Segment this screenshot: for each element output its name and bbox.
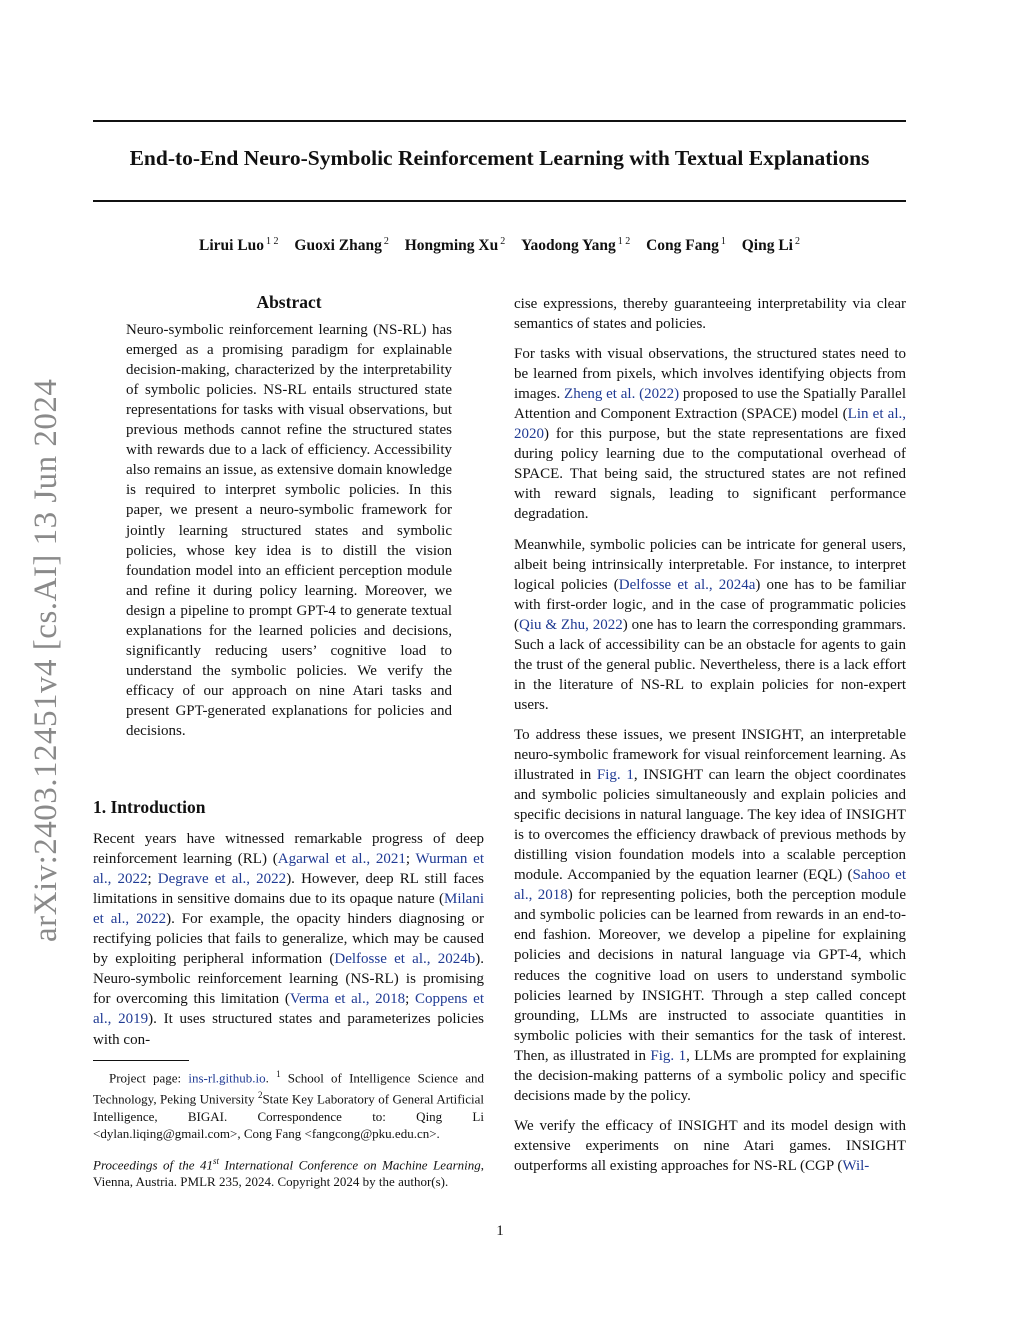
abstract-section <box>126 292 452 741</box>
citation-link[interactable]: Agarwal et al., 2021 <box>277 851 406 868</box>
title-top-rule <box>93 120 906 122</box>
page-number: 1 <box>496 1223 504 1239</box>
author: Hongming Xu $^2$ <box>404 236 506 255</box>
paper-title: End-to-End Neuro-Symbolic Reinforcement Learning with Textual Explanations <box>129 146 870 170</box>
project-page-link[interactable]: ins-rl.github.io <box>188 1070 266 1086</box>
citation-link[interactable]: Qiu & Zhu, 2022 <box>519 616 623 633</box>
citation-link[interactable]: Zheng et al. (2022) <box>564 386 680 403</box>
citation-link[interactable]: Wil- <box>842 1157 870 1174</box>
citation-link[interactable]: Sahoo et al., 2018 <box>514 867 906 904</box>
introduction-section <box>93 797 484 1050</box>
body-paragraph: We verify the efficacy of INSIGHT and its model design with extensive experiments on nine Atari games. INSIGHT outperforms all existing approaches for NS-RL (CGP (Wil- <box>514 1117 906 1174</box>
right-column <box>514 294 906 1176</box>
author: Qing Li $^2$ <box>741 236 800 255</box>
title-bottom-rule <box>93 200 906 202</box>
figure-link[interactable]: Fig. 1 <box>596 767 634 784</box>
introduction-heading: 1. Introduction <box>93 797 206 817</box>
arxiv-sidebar-stamp: arXiv:2403.12451v4 [cs.AI] 13 Jun 2024 <box>28 378 64 942</box>
citation-link[interactable]: Delfosse et al., 2024a <box>618 576 756 593</box>
citation-link[interactable]: Coppens et al., 2019 <box>93 991 484 1028</box>
citation-link[interactable]: Verma et al., 2018 <box>289 991 406 1008</box>
author: Cong Fang $^1$ <box>646 236 726 255</box>
introduction-paragraph: Recent years have witnessed remarkable progress of deep reinforcement learning (RL) (Agarwal et al., 2021; Wurman et al., 2022; Degrave et al., 2022). However, deep RL still faces limitations in sensitive domains due to its opaque nature (Milani et al., 2022). For example, the opacity hinders diagnosing or rectifying policies that fails to generalize, which may be caused by exploiting peripheral information (Delfosse et al., 2024b). Neuro-symbolic reinforcement learning (NS-RL) is promising for overcoming this limitation (Verma et al., 2018; Coppens et al., 2019). It uses structured states and parameterizes policies with con- <box>93 831 485 1048</box>
author: Lirui Luo $^{1 2}$ <box>199 236 279 255</box>
citation-link[interactable]: Degrave et al., 2022 <box>157 871 287 888</box>
author: Yaodong Yang $^{1 2}$ <box>521 236 631 255</box>
footnote-rule <box>93 1060 189 1061</box>
citation-link[interactable]: Lin et al., 2020 <box>514 406 906 443</box>
abstract-heading: Abstract <box>256 292 322 312</box>
body-paragraph: cise expressions, thereby guaranteeing interpretability via clear semantics of states and policies. <box>514 296 906 333</box>
citation-link[interactable]: Delfosse et al., 2024b <box>334 951 476 968</box>
body-paragraph: For tasks with visual observations, the structured states need to be learned from pixels, which involves identifying objects from images. Zheng et al. (2022) proposed to use the Spatially Parallel Attention and Component Extraction (SPACE) model (Lin et al., 2020) for this purpose, but the state representations are fixed during policy learning due to the computational overhead of SPACE. That being said, the structured states are not refined with reward signals, leading to significant performance degradation. <box>514 346 906 523</box>
body-paragraph: Meanwhile, symbolic policies can be intricate for general users, albeit being intrinsically interpretable. For instance, to interpret logical policies (Delfosse et al., 2024a) one has to be familiar with first-order logic, and in the case of programmatic policies (Qiu & Zhu, 2022) one has to learn the corresponding grammars. Such a lack of accessibility can be an obstacle for agents to gain the trust of the general public. Nevertheless, there is a lack effort in the literature of NS-RL to explain policies for non-expert users. <box>514 536 907 713</box>
citation-link[interactable]: Milani et al., 2022 <box>93 891 484 928</box>
body-paragraph: To address these issues, we present INSIGHT, an interpretable neuro-symbolic framework for visual reinforcement learning. As illustrated in Fig. 1, INSIGHT can learn the object coordinates and symbolic policies simultaneously and explain policies and specific decisions in natural language. The key idea of INSIGHT is to overcomes the efficiency drawback of previous methods by distilling vision foundation models into a scalable perception module. Accompanied by the equation learner (EQL) (Sahoo et al., 2018) for representing policies, both the perception module and symbolic policies can be learned from rewards in an end-to-end fashion. Moreover, we develop a pipeline for explaining policies and decisions in natural language via GPT-4, which reduces the cognitive load on users to understand symbolic policies learned by INSIGHT. Through a step called concept grounding, LLMs are instructed to associate quantities in symbolic policies with their semantics for the task of interest. Then, as illustrated in Fig. 1, LLMs are prompted for explaining the decision-making patterns of a symbolic policy and specific decisions made by the policy. <box>514 726 907 1104</box>
footnote-affiliations: Project page: ins-rl.github.io. $^1$ School of Intelligence Science and Technology, Peking University $^2$State Key Laboratory of General Artificial Intelligence, BIGAI. Correspondence to: Qing Li <dylan.liqing@gmail.com>, Cong Fang <fangcong@pku.edu.cn>. <box>93 1069 484 1142</box>
proceedings-note: Proceedings of the 41st International Conference on Machine Learning, Vienna, Austria. PMLR 235, 2024. Copyright 2024 by the author(s). <box>93 1155 484 1190</box>
footnotes <box>93 1066 484 1191</box>
author-list <box>93 236 906 255</box>
abstract-text: Neuro-symbolic reinforcement learning (NS-RL) has emerged as a promising paradigm for explainable decision-making, characterized by the interpretability of symbolic policies. NS-RL entails structured state representations for tasks with visual observations, but previous methods cannot refine the structured states with rewards due to a lack of efficiency. Accessibility also remains an issue, as extensive domain knowledge is required to interpret symbolic policies. In this paper, we present a neuro-symbolic framework for jointly learning structured states and symbolic policies, whose key idea is to distill the vision foundation model into an efficient perception module and refine it during policy learning. Moreover, we design a pipeline to prompt GPT-4 to generate textual explanations for the learned policies and decisions, significantly reducing users’ cognitive load to understand the symbolic policies. We verify the efficacy of our approach on nine Atari tasks and present GPT-generated explanations for policies and decisions. <box>126 322 452 739</box>
figure-link[interactable]: Fig. 1 <box>650 1047 687 1064</box>
citation-link[interactable]: Wurman et al., 2022 <box>93 851 484 888</box>
author: Guoxi Zhang $^2$ <box>294 236 389 255</box>
